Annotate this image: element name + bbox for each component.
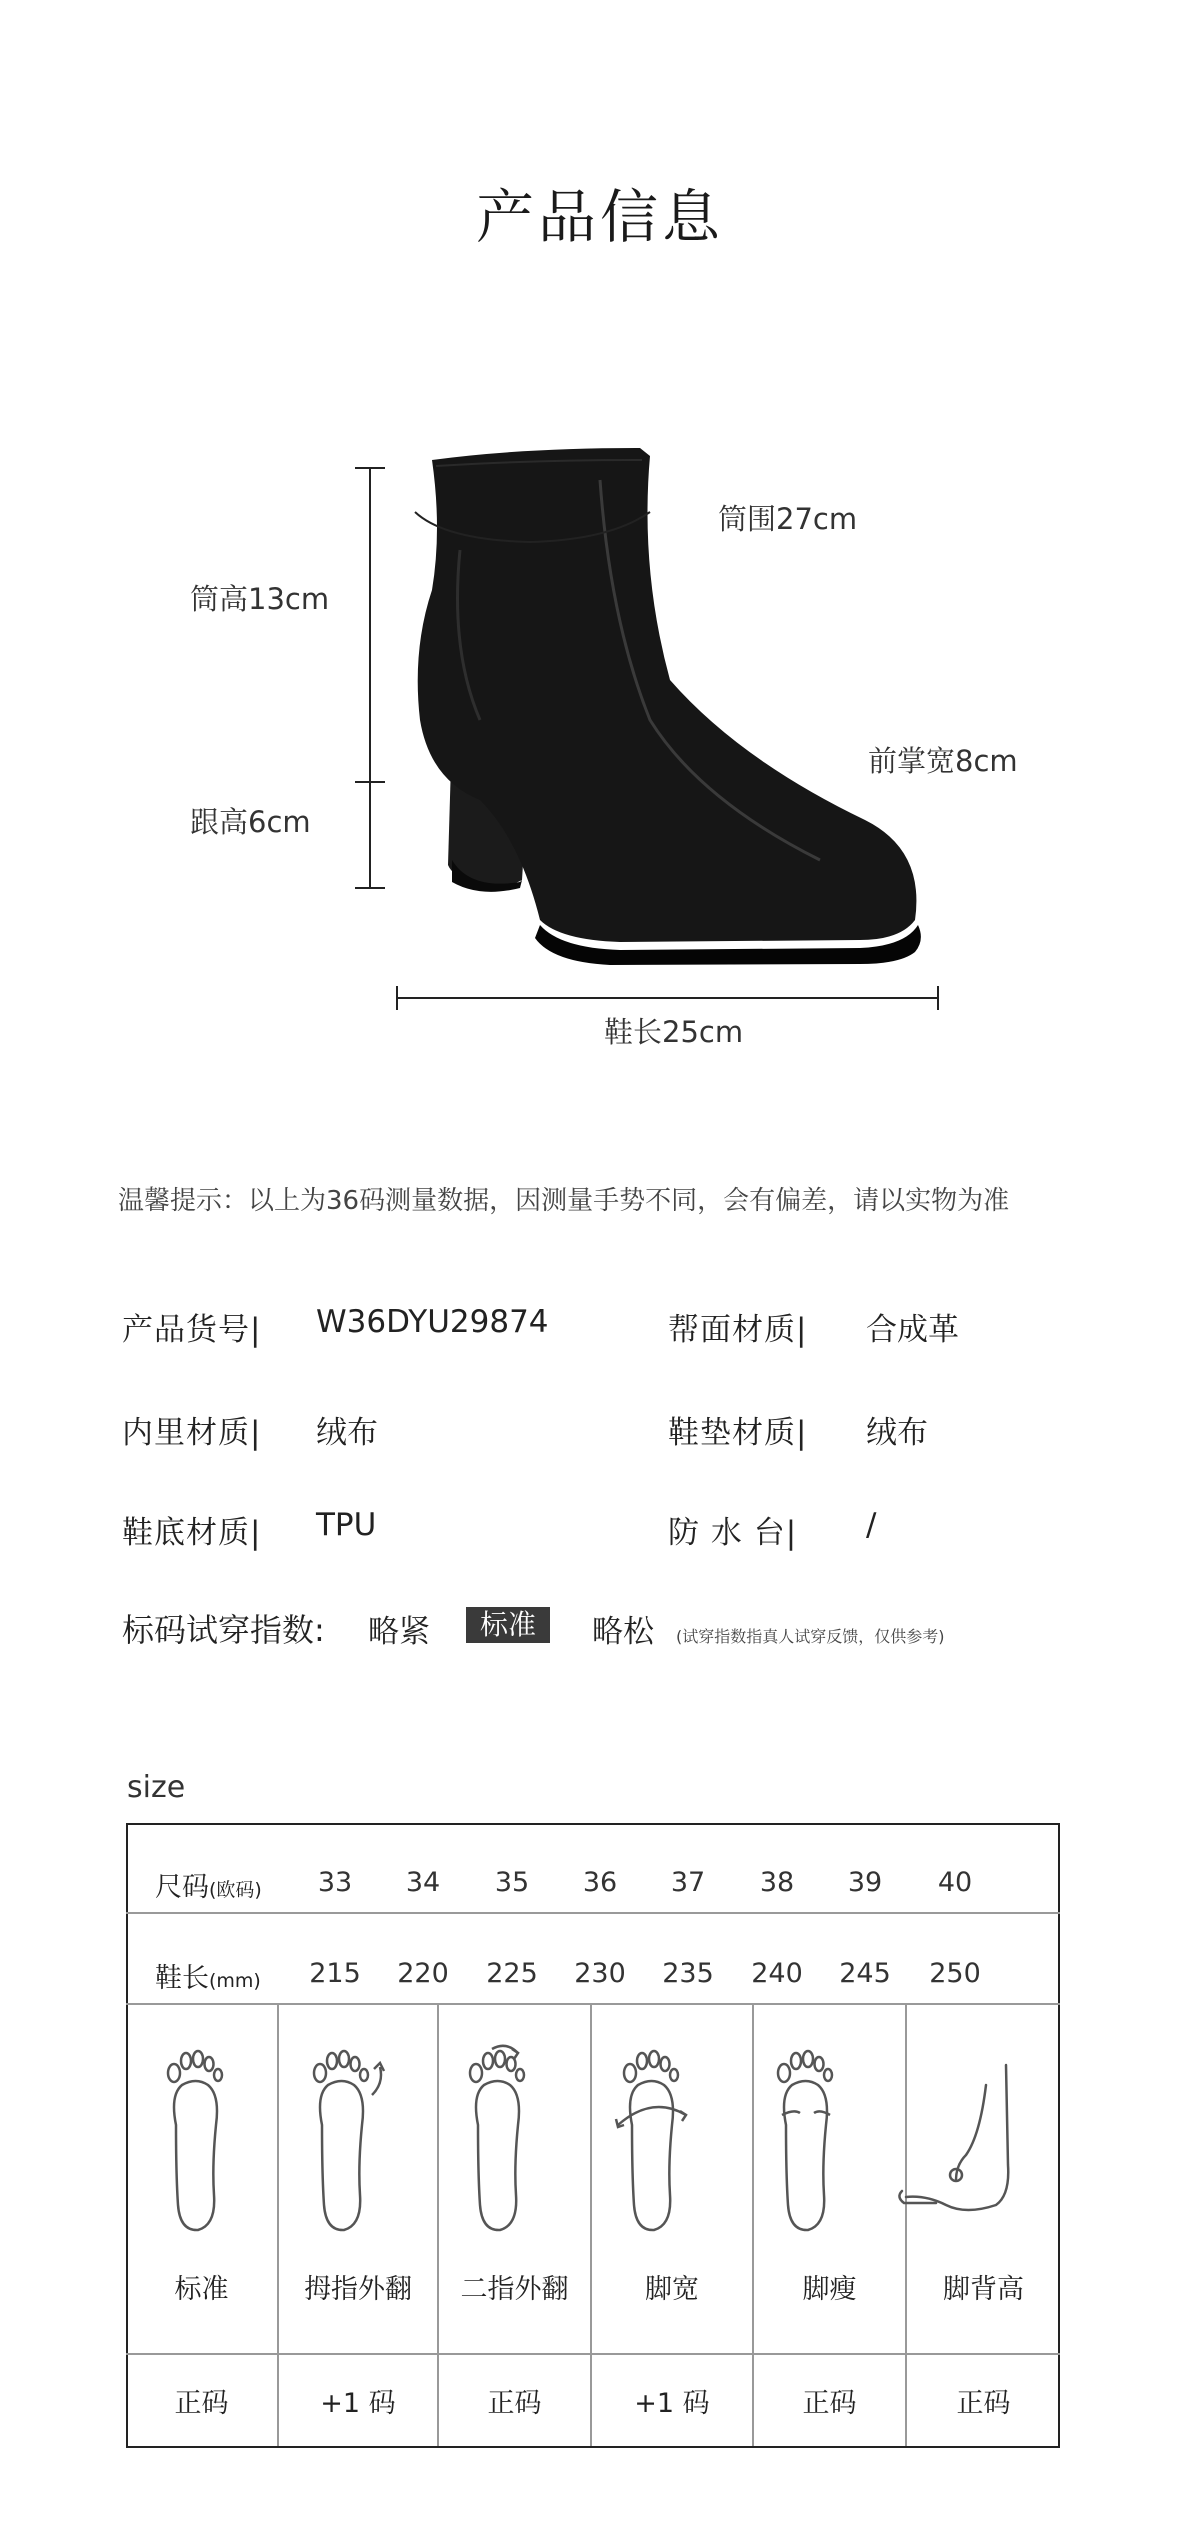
foot-caption: 标准 xyxy=(174,2274,229,2305)
spec-key-lining: 内里材质| xyxy=(122,1415,262,1451)
length-cell: 220 xyxy=(397,1958,449,1989)
shoe-length-label: 鞋长25cm xyxy=(604,1015,744,1049)
foot-second-toe-icon xyxy=(470,2046,524,2230)
foot-caption: 二指外翻 xyxy=(460,2274,569,2305)
page-title: 产品信息 xyxy=(475,183,724,251)
length-label-text: 鞋长 xyxy=(155,1963,209,1994)
length-cell: 240 xyxy=(751,1958,803,1989)
fit-advice: 正码 xyxy=(174,2388,229,2419)
length-cell: 230 xyxy=(574,1958,626,1989)
foot-narrow-icon xyxy=(778,2051,832,2230)
fit-note: (试穿指数指真人试穿反馈，仅供参考) xyxy=(676,1627,945,1646)
boot-diagram xyxy=(0,420,1200,1060)
fit-option-tight: 略紧 xyxy=(368,1614,430,1650)
fit-advice: +1 码 xyxy=(634,2388,710,2419)
shaft-circumference-label: 筒围27cm xyxy=(718,502,858,536)
length-cell: 215 xyxy=(309,1958,361,1989)
fit-advice: +1 码 xyxy=(320,2388,396,2419)
size-label-text: 尺码 xyxy=(155,1872,209,1903)
spec-key-outsole: 鞋底材质| xyxy=(122,1515,262,1551)
table-divider xyxy=(126,1912,1060,1914)
length-cell: 245 xyxy=(839,1958,891,1989)
length-row-label xyxy=(155,1956,261,1995)
spec-key-upper: 帮面材质| xyxy=(668,1312,808,1348)
size-cell: 39 xyxy=(847,1867,883,1898)
size-unit-text: (欧码) xyxy=(209,1879,262,1901)
size-table-title: size xyxy=(127,1770,186,1805)
size-cell: 34 xyxy=(405,1867,441,1898)
fit-advice: 正码 xyxy=(802,2388,857,2419)
size-cell: 38 xyxy=(759,1867,795,1898)
spec-key-platform: 防 水 台| xyxy=(668,1515,798,1551)
spec-value-insole: 绒布 xyxy=(866,1415,928,1451)
foot-caption: 脚宽 xyxy=(645,2274,699,2305)
fit-option-loose: 略松 xyxy=(592,1614,654,1650)
length-cell: 250 xyxy=(929,1958,981,1989)
shaft-height-label: 筒高13cm xyxy=(190,582,330,616)
length-cell: 235 xyxy=(662,1958,714,1989)
length-cell: 225 xyxy=(486,1958,538,1989)
table-divider xyxy=(126,2353,1060,2355)
size-row-label xyxy=(155,1865,262,1904)
foot-high-instep-icon xyxy=(899,2065,1008,2210)
spec-key-insole: 鞋垫材质| xyxy=(668,1415,808,1451)
fit-advice: 正码 xyxy=(487,2388,542,2419)
size-cell: 33 xyxy=(317,1867,353,1898)
spec-value-item-no: W36DYU29874 xyxy=(316,1304,549,1340)
foot-caption: 拇指外翻 xyxy=(304,2274,412,2305)
foot-caption: 脚背高 xyxy=(943,2274,1024,2305)
foot-bunion-icon xyxy=(314,2051,384,2230)
foot-icons-row xyxy=(126,2005,1060,2235)
spec-value-outsole: TPU xyxy=(316,1507,377,1543)
size-cell: 37 xyxy=(670,1867,706,1898)
fit-advice: 正码 xyxy=(956,2388,1011,2419)
length-unit-text: (mm) xyxy=(209,1970,261,1992)
spec-value-lining: 绒布 xyxy=(316,1415,378,1451)
fit-option-standard-selected: 标准 xyxy=(466,1607,550,1643)
foot-wide-icon xyxy=(616,2051,686,2230)
fit-index-label: 标码试穿指数: xyxy=(122,1611,325,1649)
size-cell: 36 xyxy=(582,1867,618,1898)
size-cell: 40 xyxy=(937,1867,973,1898)
length-dimension-line xyxy=(397,986,938,1010)
spec-key-item-no: 产品货号| xyxy=(122,1312,262,1348)
forefoot-width-label: 前掌宽8cm xyxy=(868,744,1018,778)
foot-caption: 脚瘦 xyxy=(802,2274,857,2305)
measurement-tip: 温馨提示：以上为36码测量数据，因测量手势不同，会有偏差，请以实物为准 xyxy=(118,1186,1010,1216)
height-dimension-line xyxy=(355,468,385,888)
foot-standard-icon xyxy=(168,2051,222,2230)
heel-height-label: 跟高6cm xyxy=(190,805,311,839)
spec-value-platform: / xyxy=(866,1507,877,1543)
spec-value-upper: 合成革 xyxy=(866,1312,959,1348)
size-cell: 35 xyxy=(494,1867,530,1898)
